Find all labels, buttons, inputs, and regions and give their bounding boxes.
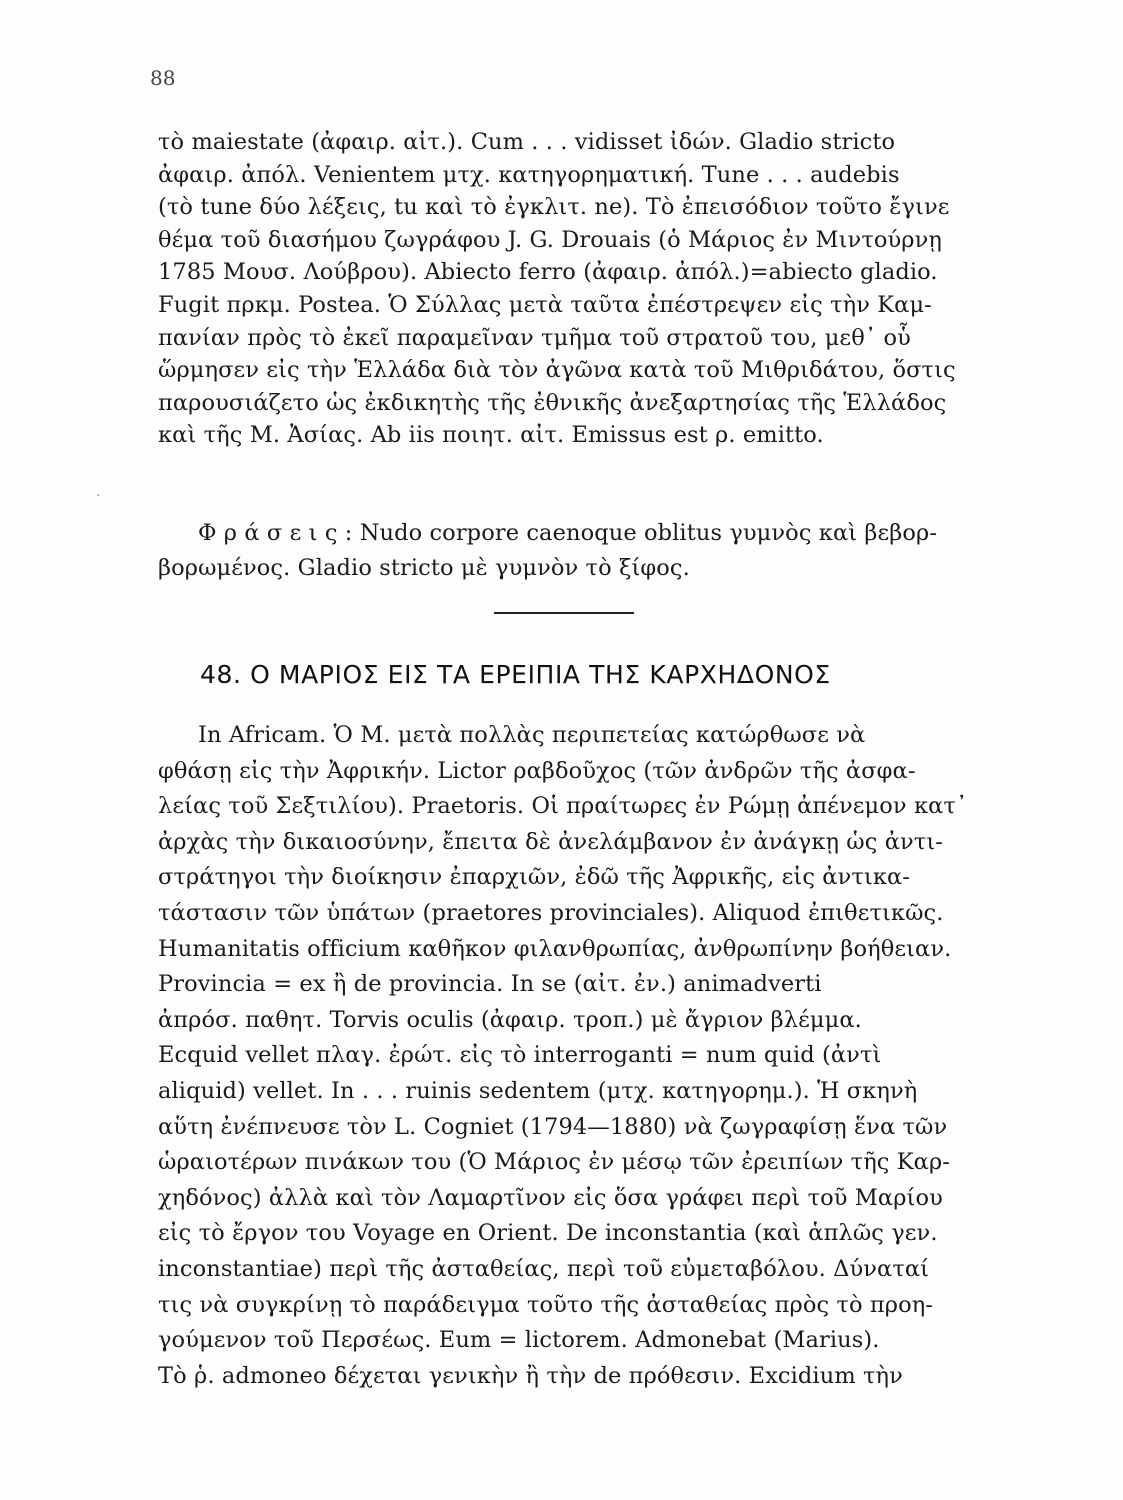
text-line: εἰς τὸ ἔργον του Voyage en Orient. De inconstantia (καὶ ἁπλῶς γεν. bbox=[158, 1220, 938, 1247]
scan-dot: · bbox=[96, 488, 101, 504]
text-line: χηδόνος) ἀλλὰ καὶ τὸν Λαμαρτῖνον εἰς ὅσα γράφει περὶ τοῦ Μαρίου bbox=[158, 1184, 943, 1211]
text-line: τὸ maiestate (ἀφαιρ. αἰτ.). Cum . . . vidisset ἰδών. Gladio stricto bbox=[158, 129, 896, 155]
text-line: Fugit πρκμ. Postea. Ὁ Σύλλας μετὰ ταῦτα ἐπέστρεψεν εἰς τὴν Καμ- bbox=[158, 291, 932, 318]
text-line: φθάσῃ εἰς τὴν Ἀφρικήν. Lictor ραβδοῦχος (τῶν ἀνδρῶν τῆς ἀσφα- bbox=[158, 757, 916, 784]
text-line: inconstantiae) περὶ τῆς ἀσταθείας, περὶ τοῦ εὐμεταβόλου. Δύναταί bbox=[158, 1255, 930, 1282]
text-line: παρουσιάζετο ὡς ἐκδικητὴς τῆς ἐθνικῆς ἀνεξαρτησίας τῆς Ἑλλάδος bbox=[158, 389, 947, 416]
text-line: στράτηγοι τὴν διοίκησιν ἐπαρχιῶν, ἐδῶ τῆς Ἀφρικῆς, εἰς ἀντικα- bbox=[158, 864, 910, 891]
text-line: ἀρχὰς τὴν δικαιοσύνην, ἔπειτα δὲ ἀνελάμβανον ἐν ἀνάγκῃ ὡς ἀντι- bbox=[158, 828, 943, 855]
text-line: Φ ρ ά σ ε ι ς : Nudo corpore caenoque oblitus γυμνὸς καὶ βεβορ- bbox=[198, 520, 938, 546]
text-line: τις νὰ συγκρίνῃ τὸ παράδειγμα τοῦτο τῆς ἀσταθείας πρὸς τὸ προη- bbox=[158, 1291, 934, 1318]
commentary-paragraph bbox=[158, 126, 1018, 452]
text-line: λείας τοῦ Σεξτιλίου). Praetoris. Οἱ πραίτωρες ἐν Ρώμῃ ἀπένεμον κατ᾽ bbox=[158, 793, 968, 820]
text-line: 1785 Μουσ. Λούβρου). Abiecto ferro (ἀφαιρ. ἀπόλ.)=abiecto gladio. bbox=[158, 259, 938, 286]
text-line: τάστασιν τῶν ὑπάτων (praetores provinciales). Aliquod ἐπιθετικῶς. bbox=[158, 899, 944, 926]
section-heading: 48. Ο ΜΑΡΙΟΣ ΕΙΣ ΤΑ ΕΡΕΙΠΙΑ ΤΗΣ ΚΑΡΧΗΔΟΝΟΣ bbox=[200, 660, 831, 689]
text-line: Provincia = ex ἢ de provincia. In se (αἰτ. ἐν.) animadverti bbox=[158, 971, 822, 998]
text-line: (τὸ tune δύο λέξεις, tu καὶ τὸ ἐγκλιτ. ne). Τὸ ἐπεισόδιον τοῦτο ἔγινε bbox=[158, 194, 950, 221]
text-line: Τὸ ῥ. admoneo δέχεται γενικὴν ἢ τὴν de πρόθεσιν. Excidium τὴν bbox=[158, 1362, 903, 1389]
text-line: ἀπρόσ. παθητ. Torvis oculis (ἀφαιρ. τροπ.) μὲ ἄγριον βλέμμα. bbox=[158, 1006, 862, 1033]
text-line: Humanitatis officium καθῆκον φιλανθρωπίας, ἀνθρωπίνην βοήθειαν. bbox=[158, 935, 952, 962]
text-line: ὡραιοτέρων πινάκων του (Ὁ Μάριος ἐν μέσῳ τῶν ἐρειπίων τῆς Καρ- bbox=[158, 1149, 950, 1176]
phrases-paragraph bbox=[158, 516, 1018, 586]
text-line: ὥρμησεν εἰς τὴν Ἑλλάδα διὰ τὸν ἀγῶνα κατὰ τοῦ Μιθριδάτου, ὅστις bbox=[158, 357, 956, 384]
text-line: αὕτη ἐνέπνευσε τὸν L. Cogniet (1794—1880) νὰ ζωγραφίσῃ ἕνα τῶν bbox=[158, 1113, 948, 1140]
text-line: καὶ τῆς Μ. Ἀσίας. Ab iis ποιητ. αἰτ. Emissus est ρ. emitto. bbox=[158, 422, 824, 449]
text-line: θέμα τοῦ διασήμου ζωγράφου J. G. Drouais (ὁ Μάριος ἐν Μιντούρνῃ bbox=[158, 226, 942, 253]
text-line: ἀφαιρ. ἀπόλ. Venientem μτχ. κατηγορηματική. Tune . . . audebis bbox=[158, 161, 900, 188]
text-line: In Africam. Ὁ Μ. μετὰ πολλὰς περιπετείας κατώρθωσε νὰ bbox=[198, 722, 866, 748]
text-line: γούμενον τοῦ Περσέως. Eum = lictorem. Admonebat (Marius). bbox=[158, 1327, 880, 1354]
text-line: Ecquid vellet πλαγ. ἐρώτ. εἰς τὸ interroganti = num quid (ἀντὶ bbox=[158, 1042, 882, 1069]
section-divider bbox=[494, 612, 634, 614]
section-paragraph bbox=[158, 718, 1018, 1394]
text-line: βορωμένος. Gladio stricto μὲ γυμνὸν τὸ ξίφος. bbox=[158, 555, 690, 581]
text-line: πανίαν πρὸς τὸ ἐκεῖ παραμεῖναν τμῆμα τοῦ στρατοῦ του, μεθ᾽ οὗ bbox=[158, 324, 911, 351]
text-line: aliquid) vellet. In . . . ruinis sedentem (μτχ. κατηγορημ.). Ἡ σκηνὴ bbox=[158, 1077, 918, 1104]
page-number: 88 bbox=[150, 66, 176, 90]
